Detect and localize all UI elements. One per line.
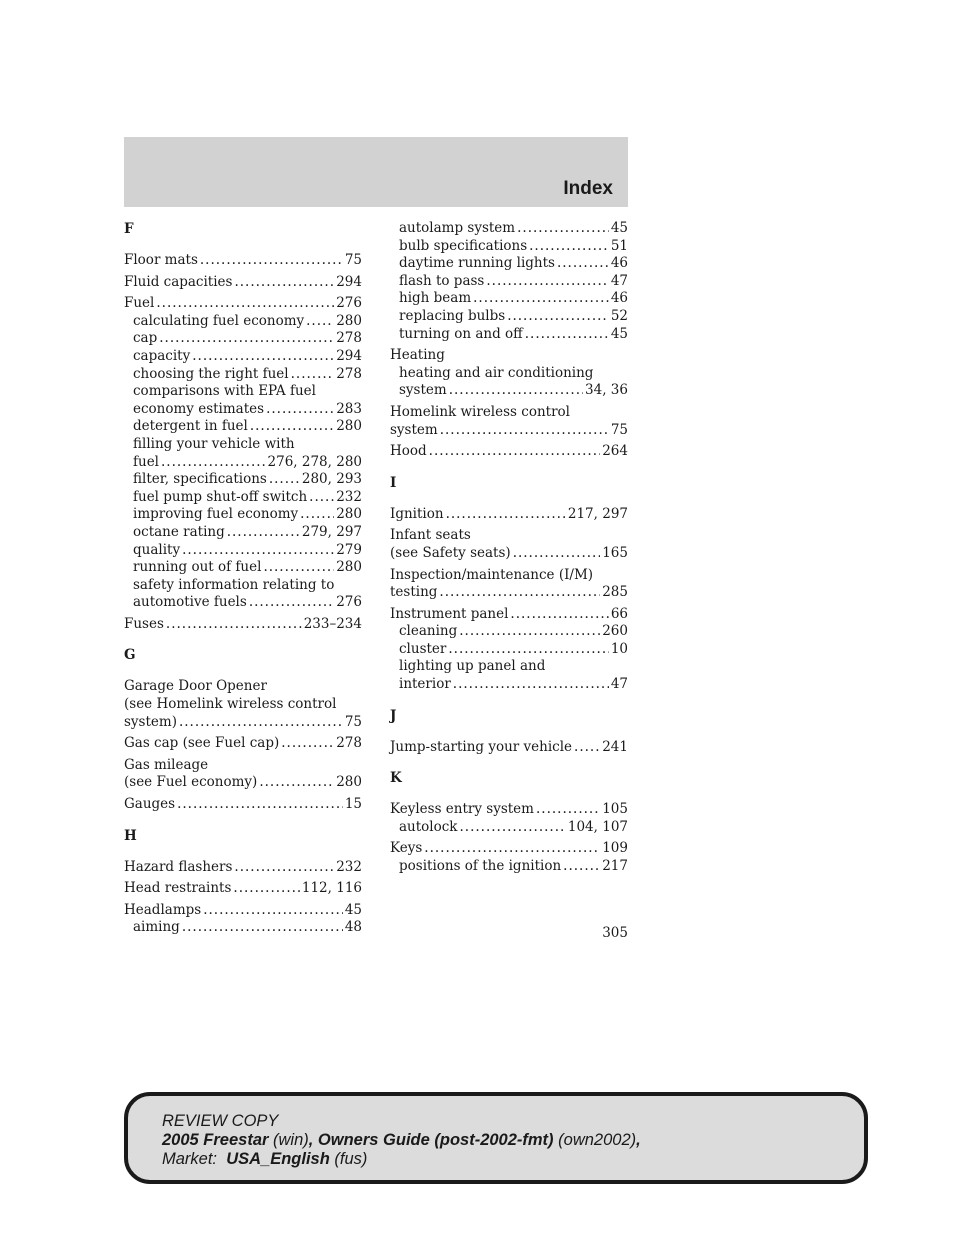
entry-label: interior bbox=[399, 676, 451, 693]
review-copy-label: REVIEW COPY bbox=[162, 1112, 279, 1130]
index-entry bbox=[390, 545, 628, 563]
dot-leader bbox=[259, 774, 334, 792]
footer-market: USA_English bbox=[226, 1150, 330, 1168]
footer-line-3 bbox=[162, 1150, 641, 1169]
entry-page: 280, 293 bbox=[301, 471, 362, 488]
index-entry bbox=[124, 902, 362, 920]
entry-label: flash to pass bbox=[399, 272, 485, 289]
entry-label: high beam bbox=[399, 290, 472, 307]
dot-leader bbox=[510, 606, 608, 624]
entry-page: 264 bbox=[602, 443, 628, 460]
index-group bbox=[390, 220, 628, 343]
entry-label: daytime running lights bbox=[399, 255, 555, 272]
index-subentry bbox=[390, 238, 628, 256]
index-subentry bbox=[124, 524, 362, 542]
index-entry bbox=[390, 567, 628, 585]
dot-leader bbox=[513, 545, 601, 563]
index-group bbox=[390, 506, 628, 524]
footer-guide-code: (own2002) bbox=[558, 1131, 637, 1149]
entry-page: 52 bbox=[610, 307, 628, 324]
entry-label: quality bbox=[133, 541, 181, 558]
entry-page: 47 bbox=[610, 272, 628, 289]
dot-leader bbox=[459, 623, 600, 641]
entry-label: bulb specifications bbox=[399, 237, 528, 254]
index-group bbox=[124, 796, 362, 814]
index-entry bbox=[124, 252, 362, 270]
index-subentry bbox=[124, 401, 362, 419]
entry-page: 278 bbox=[336, 330, 362, 347]
index-subentry bbox=[124, 436, 362, 454]
entry-page: 45 bbox=[610, 220, 628, 236]
index-entry bbox=[390, 739, 628, 757]
dot-leader bbox=[179, 714, 343, 732]
index-entry bbox=[390, 347, 628, 365]
index-group bbox=[124, 274, 362, 292]
entry-label: Fluid capacities bbox=[124, 273, 233, 290]
index-entry bbox=[124, 696, 362, 714]
section-letter: H bbox=[124, 827, 137, 844]
dot-leader bbox=[517, 220, 609, 238]
entry-page: 232 bbox=[336, 488, 362, 505]
index-group bbox=[390, 527, 628, 562]
index-entry bbox=[390, 422, 628, 440]
index-subentry bbox=[124, 454, 362, 472]
entry-label: Infant seats bbox=[390, 527, 471, 544]
index-entry bbox=[390, 404, 628, 422]
index-subentry bbox=[390, 255, 628, 273]
dot-leader bbox=[557, 255, 609, 273]
entry-page: 285 bbox=[602, 584, 628, 601]
entry-label: cluster bbox=[399, 640, 447, 657]
entry-page: 75 bbox=[610, 421, 628, 438]
entry-label: cap bbox=[133, 330, 158, 347]
dot-leader bbox=[429, 443, 601, 461]
dot-leader bbox=[563, 858, 600, 876]
entry-label: testing bbox=[390, 584, 438, 601]
entry-label: choosing the right fuel bbox=[133, 365, 289, 382]
entry-label: heating and air conditioning bbox=[399, 364, 594, 381]
entry-page: 46 bbox=[610, 290, 628, 307]
index-group bbox=[124, 880, 362, 898]
entry-label: (see Fuel economy) bbox=[124, 774, 258, 791]
index-subentry bbox=[124, 418, 362, 436]
index-group bbox=[124, 252, 362, 270]
entry-page: 276 bbox=[336, 295, 362, 312]
dot-leader bbox=[525, 326, 609, 344]
index-group bbox=[390, 443, 628, 461]
dot-leader bbox=[446, 506, 566, 524]
entry-page: 104, 107 bbox=[567, 818, 628, 835]
entry-page: 278 bbox=[336, 735, 362, 752]
index-subentry bbox=[390, 623, 628, 641]
footer-comma: , bbox=[636, 1131, 641, 1149]
entry-label: comparisons with EPA fuel bbox=[133, 383, 316, 400]
index-entry bbox=[124, 678, 362, 696]
entry-label: Headlamps bbox=[124, 901, 202, 918]
index-entry bbox=[390, 584, 628, 602]
entry-label: system bbox=[399, 382, 447, 399]
entry-label: Fuses bbox=[124, 615, 164, 632]
entry-page: 75 bbox=[344, 713, 362, 730]
dot-leader bbox=[177, 796, 343, 814]
dot-leader bbox=[448, 641, 608, 659]
entry-label: fuel pump shut-off switch bbox=[133, 488, 308, 505]
dot-leader bbox=[166, 616, 302, 634]
dot-leader bbox=[439, 584, 600, 602]
index-entry bbox=[124, 274, 362, 292]
entry-label: Head restraints bbox=[124, 880, 232, 897]
entry-page: 280 bbox=[336, 506, 362, 523]
index-subentry bbox=[124, 366, 362, 384]
entry-label: Inspection/maintenance (I/M) bbox=[390, 566, 594, 583]
entry-label: Jump-starting your vehicle bbox=[390, 738, 573, 755]
footer-line-1 bbox=[162, 1112, 641, 1131]
index-subentry bbox=[390, 326, 628, 344]
entry-page: 15 bbox=[344, 796, 362, 813]
entry-label: safety information relating to bbox=[133, 576, 335, 593]
index-subentry bbox=[124, 542, 362, 560]
dot-leader bbox=[281, 735, 334, 753]
index-entry bbox=[124, 616, 362, 634]
index-subentry bbox=[390, 676, 628, 694]
footer-model: 2005 Freestar bbox=[162, 1131, 269, 1149]
entry-label: filling your vehicle with bbox=[133, 435, 295, 452]
entry-page: 217, 297 bbox=[567, 505, 628, 522]
entry-page: 217 bbox=[602, 858, 628, 875]
section-letter: F bbox=[124, 221, 134, 237]
dot-leader bbox=[161, 454, 266, 472]
entry-label: Hazard flashers bbox=[124, 858, 233, 875]
footer-market-label: Market: bbox=[162, 1150, 218, 1168]
entry-label: Gas mileage bbox=[124, 756, 209, 773]
entry-page: 47 bbox=[610, 676, 628, 693]
entry-label: Hood bbox=[390, 443, 427, 460]
footer-line-2 bbox=[162, 1131, 641, 1150]
dot-leader bbox=[291, 366, 335, 384]
entry-page: 112, 116 bbox=[301, 880, 362, 897]
entry-page: 280 bbox=[336, 559, 362, 576]
entry-label: turning on and off bbox=[399, 325, 523, 342]
index-subentry bbox=[124, 919, 362, 937]
section-letter: G bbox=[124, 647, 136, 664]
entry-page: 278 bbox=[336, 365, 362, 382]
entry-page: 66 bbox=[610, 605, 628, 622]
index-subentry bbox=[124, 471, 362, 489]
index-group bbox=[124, 295, 362, 612]
dot-leader bbox=[536, 801, 600, 819]
index-entry bbox=[124, 735, 362, 753]
entry-page: 232 bbox=[336, 858, 362, 875]
entry-page: 280 bbox=[336, 312, 362, 329]
dot-leader bbox=[473, 290, 609, 308]
index-subentry bbox=[124, 330, 362, 348]
index-group bbox=[390, 739, 628, 757]
entry-page: 283 bbox=[336, 400, 362, 417]
entry-label: Instrument panel bbox=[390, 605, 509, 622]
entry-label: improving fuel economy bbox=[133, 506, 299, 523]
entry-page: 34, 36 bbox=[585, 382, 628, 399]
dot-leader bbox=[159, 330, 334, 348]
index-entry bbox=[390, 606, 628, 624]
index-subentry bbox=[390, 382, 628, 400]
entry-label: economy estimates bbox=[133, 400, 265, 417]
dot-leader bbox=[234, 859, 334, 877]
entry-label: autolamp system bbox=[399, 220, 516, 236]
entry-label: octane rating bbox=[133, 523, 225, 540]
index-subentry bbox=[124, 383, 362, 401]
entry-label: Fuel bbox=[124, 295, 155, 312]
entry-label: filter, specifications bbox=[133, 471, 267, 488]
index-subentry bbox=[390, 641, 628, 659]
entry-label: positions of the ignition bbox=[399, 858, 562, 875]
page-number: 305 bbox=[602, 925, 628, 941]
index-subentry bbox=[390, 658, 628, 676]
dot-leader bbox=[309, 489, 334, 507]
footer-text bbox=[162, 1112, 641, 1169]
index-entry bbox=[390, 801, 628, 819]
entry-page: 45 bbox=[344, 901, 362, 918]
entry-label: Garage Door Opener bbox=[124, 678, 267, 695]
index-entry bbox=[124, 757, 362, 775]
entry-label: Floor mats bbox=[124, 252, 198, 268]
index-group bbox=[390, 567, 628, 602]
dot-leader bbox=[449, 382, 583, 400]
entry-label: replacing bulbs bbox=[399, 307, 506, 324]
index-group bbox=[390, 840, 628, 875]
entry-page: 294 bbox=[336, 347, 362, 364]
dot-leader bbox=[269, 471, 300, 489]
entry-page: 280 bbox=[336, 774, 362, 791]
index-entry bbox=[390, 443, 628, 461]
index-subentry bbox=[124, 506, 362, 524]
index-subentry bbox=[124, 559, 362, 577]
index-subentry bbox=[390, 858, 628, 876]
dot-leader bbox=[459, 819, 565, 837]
entry-page: 241 bbox=[602, 738, 628, 755]
dot-leader bbox=[507, 308, 609, 326]
entry-page: 109 bbox=[602, 840, 628, 857]
index-subentry bbox=[124, 313, 362, 331]
dot-leader bbox=[233, 880, 299, 898]
index-subentry bbox=[124, 594, 362, 612]
entry-label: automotive fuels bbox=[133, 594, 247, 611]
dot-leader bbox=[156, 295, 334, 313]
index-group bbox=[124, 735, 362, 753]
index-column-right bbox=[390, 220, 628, 880]
entry-page: 51 bbox=[610, 237, 628, 254]
footer-guide: , Owners Guide (post-2002-fmt) bbox=[308, 1131, 554, 1149]
dot-leader bbox=[263, 559, 334, 577]
entry-label: system) bbox=[124, 713, 177, 730]
dot-leader bbox=[234, 274, 334, 292]
index-subentry bbox=[390, 273, 628, 291]
header-band bbox=[124, 137, 628, 207]
entry-label: Keyless entry system bbox=[390, 801, 534, 818]
dot-leader bbox=[306, 313, 334, 331]
entry-label: aiming bbox=[133, 919, 180, 936]
index-group bbox=[124, 859, 362, 877]
index-subentry bbox=[124, 577, 362, 595]
entry-label: system bbox=[390, 421, 438, 438]
entry-label: (see Safety seats) bbox=[390, 544, 511, 561]
entry-page: 75 bbox=[344, 252, 362, 268]
index-group bbox=[390, 801, 628, 836]
entry-page: 294 bbox=[336, 273, 362, 290]
entry-page: 280 bbox=[336, 418, 362, 435]
index-entry bbox=[390, 506, 628, 524]
entry-label: Heating bbox=[390, 347, 445, 364]
entry-page: 48 bbox=[344, 919, 362, 936]
dot-leader bbox=[200, 252, 343, 270]
entry-label: cleaning bbox=[399, 623, 458, 640]
entry-page: 233–234 bbox=[303, 615, 362, 632]
dot-leader bbox=[440, 422, 609, 440]
page-title: Index bbox=[563, 178, 613, 199]
index-subentry bbox=[390, 819, 628, 837]
entry-page: 279, 297 bbox=[301, 523, 362, 540]
section-letter: I bbox=[390, 474, 397, 491]
dot-leader bbox=[529, 238, 609, 256]
entry-label: running out of fuel bbox=[133, 559, 262, 576]
entry-label: capacity bbox=[133, 347, 191, 364]
dot-leader bbox=[453, 676, 609, 694]
index-group bbox=[390, 404, 628, 439]
entry-page: 45 bbox=[610, 325, 628, 342]
entry-label: Ignition bbox=[390, 505, 444, 522]
index-entry bbox=[390, 840, 628, 858]
footer-model-code: (win) bbox=[273, 1131, 309, 1149]
entry-page: 165 bbox=[602, 544, 628, 561]
index-entry bbox=[124, 880, 362, 898]
index-subentry bbox=[124, 489, 362, 507]
index-group bbox=[124, 902, 362, 937]
entry-label: autolock bbox=[399, 818, 458, 835]
entry-page: 105 bbox=[602, 801, 628, 818]
entry-label: (see Homelink wireless control bbox=[124, 696, 337, 713]
index-subentry bbox=[390, 290, 628, 308]
dot-leader bbox=[249, 594, 334, 612]
index-subentry bbox=[390, 308, 628, 326]
footer-market-code: (fus) bbox=[334, 1150, 368, 1168]
dot-leader bbox=[266, 401, 334, 419]
index-column-left bbox=[124, 220, 362, 941]
index-subentry bbox=[390, 220, 628, 238]
entry-label: calculating fuel economy bbox=[133, 312, 305, 329]
entry-label: Gas cap (see Fuel cap) bbox=[124, 735, 280, 752]
index-entry bbox=[124, 859, 362, 877]
entry-page: 279 bbox=[336, 541, 362, 558]
entry-label: detergent in fuel bbox=[133, 418, 248, 435]
entry-label: Gauges bbox=[124, 796, 176, 813]
index-entry bbox=[390, 527, 628, 545]
index-group bbox=[390, 606, 628, 694]
dot-leader bbox=[192, 348, 334, 366]
dot-leader bbox=[182, 542, 334, 560]
entry-label: fuel bbox=[133, 453, 159, 470]
dot-leader bbox=[250, 418, 334, 436]
entry-label: Keys bbox=[390, 840, 423, 857]
section-letter: K bbox=[390, 770, 402, 787]
index-entry bbox=[124, 774, 362, 792]
dot-leader bbox=[300, 506, 334, 524]
index-entry bbox=[124, 796, 362, 814]
index-subentry bbox=[390, 365, 628, 383]
entry-page: 276 bbox=[336, 594, 362, 611]
entry-page: 46 bbox=[610, 255, 628, 272]
entry-label: lighting up panel and bbox=[399, 658, 546, 675]
index-group bbox=[124, 757, 362, 792]
dot-leader bbox=[227, 524, 300, 542]
index-group bbox=[124, 678, 362, 731]
index-group bbox=[390, 347, 628, 400]
entry-page: 10 bbox=[610, 640, 628, 657]
dot-leader bbox=[486, 273, 608, 291]
entry-page: 276, 278, 280 bbox=[267, 453, 362, 470]
entry-label: Homelink wireless control bbox=[390, 403, 570, 420]
dot-leader bbox=[182, 919, 343, 937]
dot-leader bbox=[203, 902, 343, 920]
dot-leader bbox=[424, 840, 600, 858]
index-group bbox=[124, 616, 362, 634]
index-entry bbox=[124, 714, 362, 732]
section-letter: J bbox=[390, 707, 397, 724]
entry-page: 260 bbox=[602, 623, 628, 640]
index-entry bbox=[124, 295, 362, 313]
review-footer bbox=[124, 1092, 868, 1184]
dot-leader bbox=[574, 739, 600, 757]
index-subentry bbox=[124, 348, 362, 366]
